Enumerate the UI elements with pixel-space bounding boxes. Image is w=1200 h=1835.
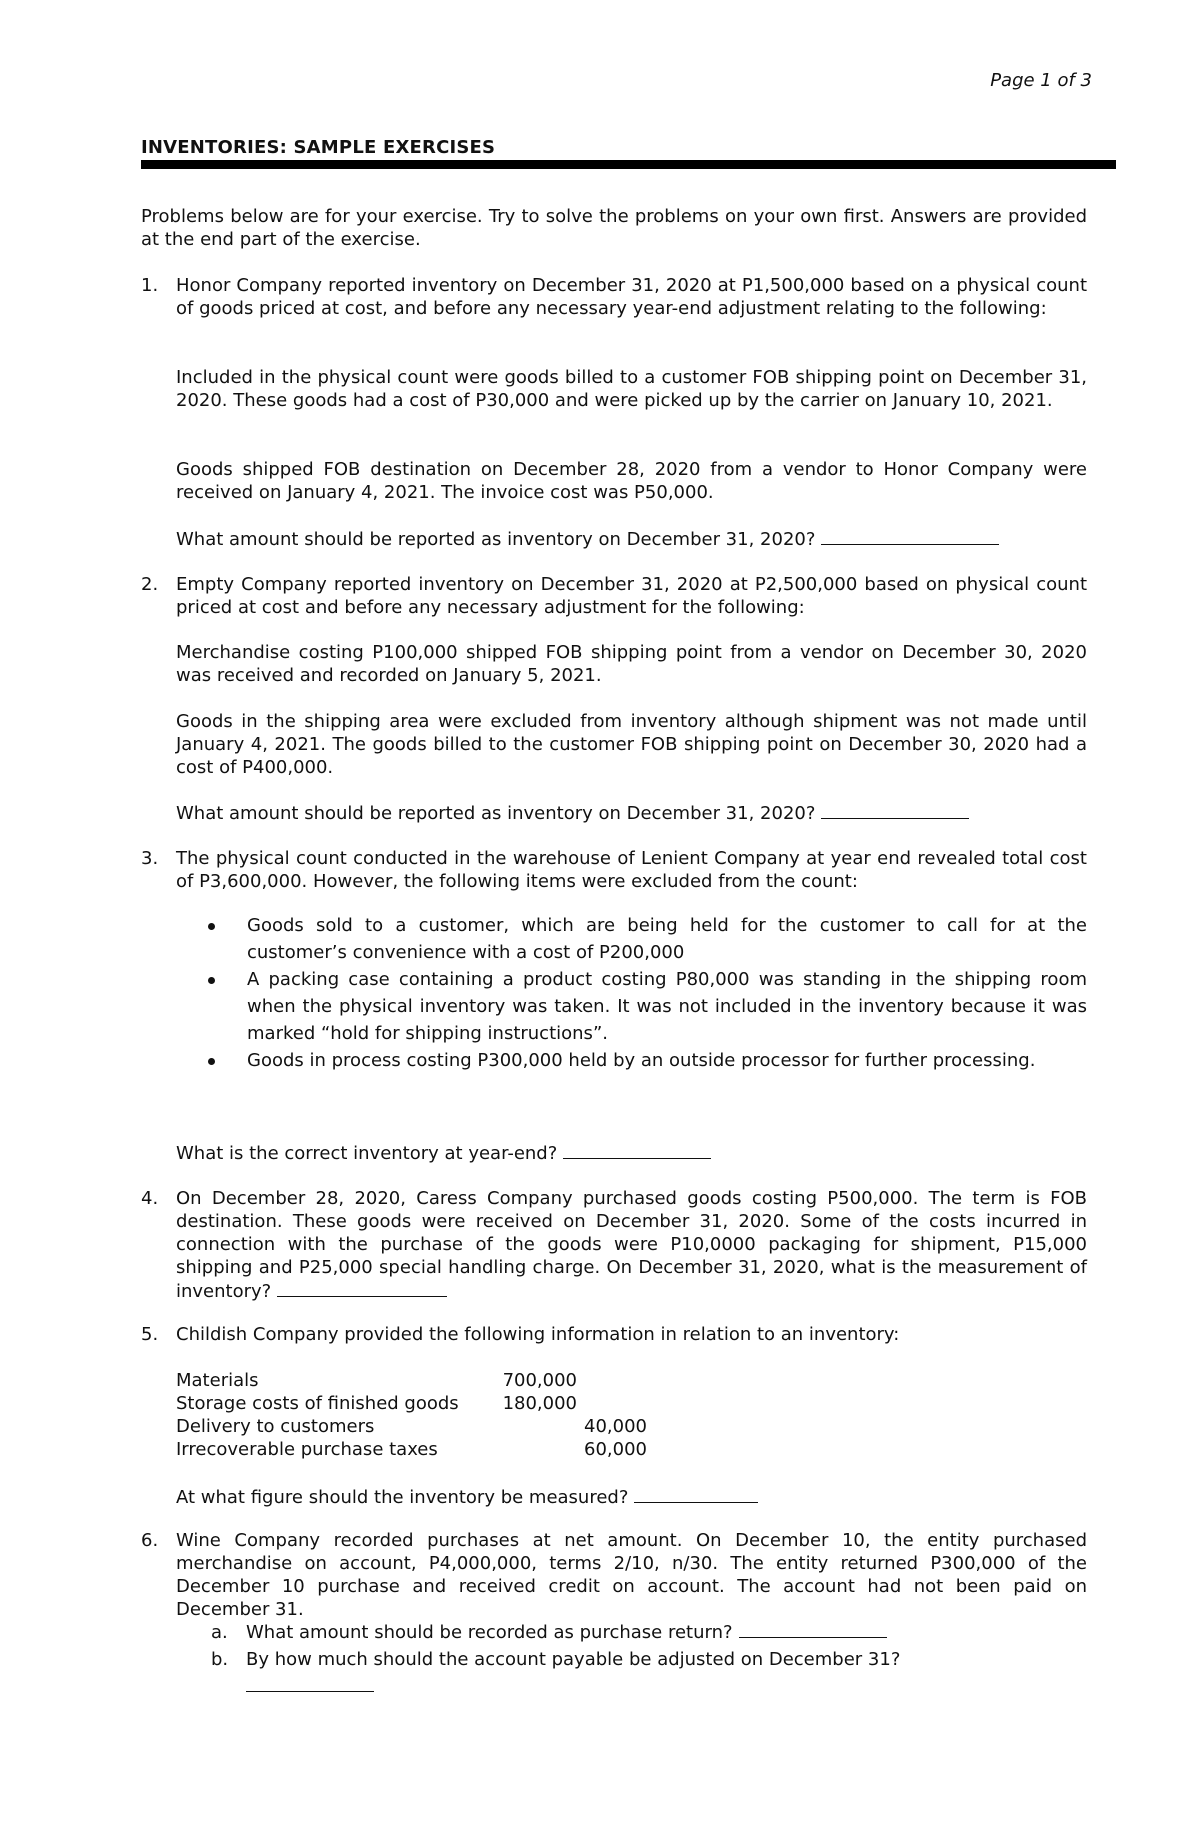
problem-3-bullets xyxy=(176,912,1087,1074)
problem-4 xyxy=(141,1187,1087,1303)
problem-5 xyxy=(141,1323,1087,1346)
sub-question-b: b. By how much should the account payable be adjusted on December 31? xyxy=(211,1646,1087,1700)
document-title: INVENTORIES: SAMPLE EXERCISES xyxy=(141,137,496,158)
problem-3-question xyxy=(176,1141,711,1165)
answer-blank[interactable] xyxy=(277,1279,447,1297)
table-row: Materials 700,000 xyxy=(176,1370,577,1391)
title-rule xyxy=(141,160,1116,169)
bullet-icon xyxy=(208,1058,215,1065)
problem-number: 4. xyxy=(141,1188,159,1209)
problem-2-paragraph-1: Merchandise costing P100,000 shipped FOB shipping point from a vendor on December 30, 2020 was received and recorded on January 5, 2021. xyxy=(176,642,1087,686)
problem-1 xyxy=(141,274,1087,320)
problem-2-question xyxy=(176,801,969,825)
problem-2 xyxy=(141,573,1087,619)
table-row: Delivery to customers 40,000 xyxy=(176,1416,647,1437)
problem-5-question xyxy=(176,1485,758,1509)
sub-question-letter: a. xyxy=(211,1622,228,1643)
problem-1-question xyxy=(176,527,999,551)
question-text: At what figure should the inventory be measured? xyxy=(176,1487,629,1508)
bullet-icon xyxy=(208,977,215,984)
bullet-item: A packing case containing a product costing P80,000 was standing in the shipping room when the physical inventory was taken. It was not included in the inventory because it was marked “hold for shipping instructions”. xyxy=(176,966,1087,1047)
question-text: What is the correct inventory at year-end? xyxy=(176,1143,558,1164)
problem-3 xyxy=(141,847,1087,893)
question-text: What amount should be reported as inventory on December 31, 2020? xyxy=(176,529,816,550)
problem-number: 3. xyxy=(141,848,159,869)
problem-text: Empty Company reported inventory on December 31, 2020 at P2,500,000 based on physical count priced at cost and before any necessary adjustment for the following: xyxy=(176,574,1087,618)
sub-question-a: a. What amount should be recorded as purchase return? xyxy=(211,1619,1087,1646)
answer-blank[interactable] xyxy=(821,801,969,819)
cost-table xyxy=(176,1369,647,1461)
table-row: Irrecoverable purchase taxes 60,000 xyxy=(176,1439,647,1460)
problem-6 xyxy=(141,1529,1087,1621)
problem-number: 6. xyxy=(141,1530,159,1551)
answer-blank[interactable] xyxy=(821,527,999,545)
problem-number: 1. xyxy=(141,275,159,296)
answer-blank[interactable] xyxy=(739,1620,887,1638)
problem-text: On December 28, 2020, Caress Company purchased goods costing P500,000. The term is FOB destination. These goods were received on December 31, 2020. Some of the costs incurred in connection with the purchase of the goods were P10,0000 packaging for shipment, P15,000 shipping and P25,000 special handling charge. On December 31, 2020, what is the measurement of inventory? xyxy=(176,1188,1087,1302)
intro-paragraph: Problems below are for your exercise. Try to solve the problems on your own first. Answers are provided at the end part of the exercise. xyxy=(141,206,1087,250)
problem-text: The physical count conducted in the warehouse of Lenient Company at year end revealed total cost of P3,600,000. However, the following items were excluded from the count: xyxy=(176,848,1087,892)
bullet-item: Goods sold to a customer, which are being held for the customer to call for at the customer’s convenience with a cost of P200,000 xyxy=(176,912,1087,966)
page-number: Page 1 of 3 xyxy=(990,70,1092,91)
bullet-item: Goods in process costing P300,000 held by an outside processor for further processing. xyxy=(176,1047,1087,1074)
answer-blank[interactable] xyxy=(563,1141,711,1159)
bullet-icon xyxy=(208,923,215,930)
sub-question-letter: b. xyxy=(211,1649,229,1670)
answer-blank[interactable] xyxy=(634,1485,758,1503)
problem-number: 2. xyxy=(141,574,159,595)
problem-2-paragraph-2: Goods in the shipping area were excluded from inventory although shipment was not made until January 4, 2021. The goods billed to the customer FOB shipping point on December 30, 2020 had a cost of P400,000. xyxy=(176,711,1087,778)
problem-text: Honor Company reported inventory on December 31, 2020 at P1,500,000 based on a physical count of goods priced at cost, and before any necessary year-end adjustment relating to the following: xyxy=(176,275,1087,319)
question-text: What amount should be reported as inventory on December 31, 2020? xyxy=(176,803,816,824)
problem-text: Childish Company provided the following information in relation to an inventory: xyxy=(176,1324,900,1345)
table-row: Storage costs of finished goods 180,000 xyxy=(176,1393,577,1414)
answer-blank[interactable] xyxy=(246,1674,374,1692)
problem-1-paragraph-2: Goods shipped FOB destination on December 28, 2020 from a vendor to Honor Company were received on January 4, 2021. The invoice cost was P50,000. xyxy=(176,459,1087,503)
problem-number: 5. xyxy=(141,1324,159,1345)
problem-1-paragraph-1: Included in the physical count were goods billed to a customer FOB shipping point on December 31, 2020. These goods had a cost of P30,000 and were picked up by the carrier on January 10, 2021. xyxy=(176,367,1087,411)
problem-text: Wine Company recorded purchases at net amount. On December 10, the entity purchased merchandise on account, P4,000,000, terms 2/10, n/30. The entity returned P300,000 of the December 10 purchase and received credit on account. The account had not been paid on December 31. xyxy=(176,1530,1087,1620)
